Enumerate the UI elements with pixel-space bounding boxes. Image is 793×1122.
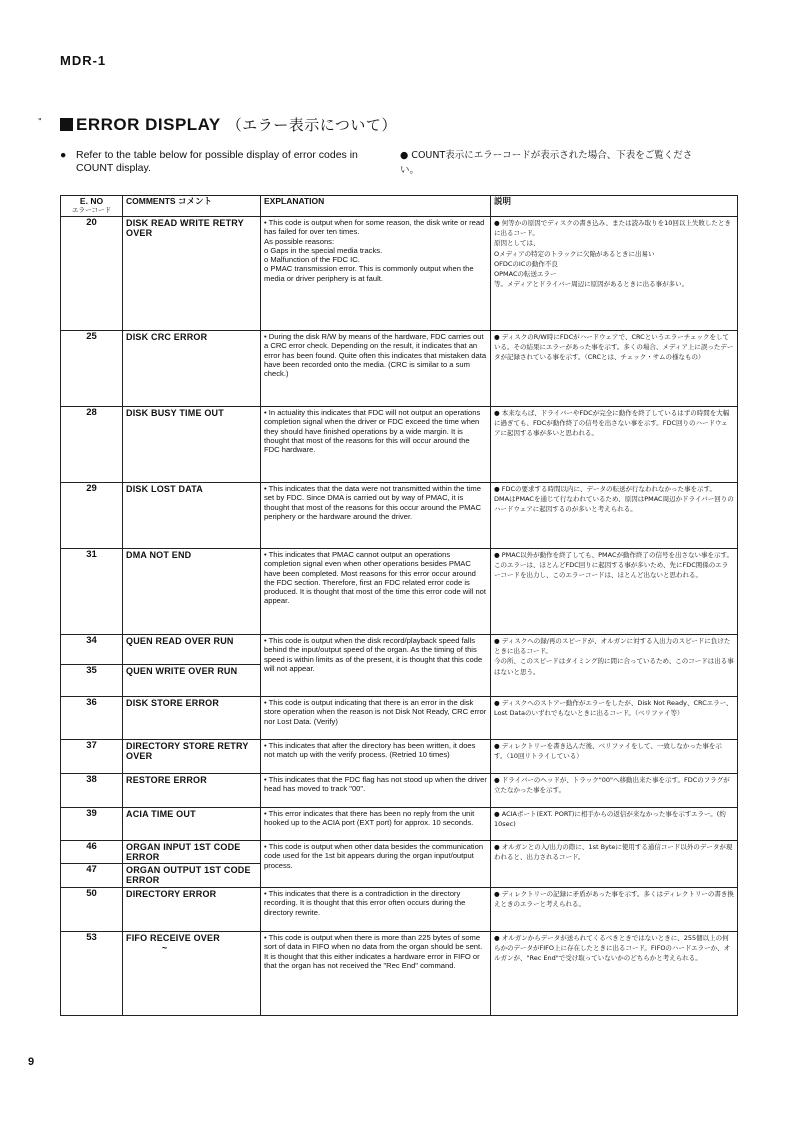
error-code: 35	[61, 665, 123, 697]
error-code: 34	[61, 635, 123, 665]
tilde-mark: ~	[162, 943, 168, 953]
heading-title: ERROR DISPLAY	[76, 115, 221, 134]
error-explanation: • In actuality this indicates that FDC will not output an operations completion signal when the driver or FDC exceed the time when they should have finished operations by a wide margin. It is thought that most of the reasons for this will occur around the FDC hardware.	[261, 407, 491, 483]
header-explanation-jp: 説明	[491, 196, 738, 217]
table-row	[61, 888, 738, 932]
error-explanation-jp: ● 本来ならば、ドライバーやFDCが完全に動作を終了しているはずの時間を大幅に過ぎても、FDCが動作終了の信号を出さない事を示す。FDC回りのハードウェアに起因する事が多いと思われる。	[491, 407, 738, 483]
error-code: 28	[61, 407, 123, 483]
error-comment	[123, 932, 261, 1016]
error-comment: QUEN READ OVER RUN	[123, 635, 261, 665]
error-explanation-jp: ● ディレクトリーを書き込んだ後、ベリファイをして、一致しなかった事を示す。（10回リトライしている）	[491, 740, 738, 774]
error-code: 39	[61, 808, 123, 841]
error-explanation-jp: ● ACIAポート(EXT. PORT)に相手からの返信が来なかった事を示すエラー。(約10sec)	[491, 808, 738, 841]
table-row	[61, 841, 738, 864]
error-explanation: • This code is output when the disk record/playback speed falls behind the input/output speed of the organ. As the timing of this speed is within limits as of the present, it is thought that this code will not appear.	[261, 635, 491, 697]
error-explanation: • This indicates that after the directory has been written, it does not match up with the verify process. (Retried 10 times)	[261, 740, 491, 774]
table-row	[61, 740, 738, 774]
error-explanation: • During the disk R/W by means of the hardware, FDC carries out a CRC error check. Depending on the result, it indicates that an error has been found. Quite often this indicates that mistaken data have been recorded onto the media. (CRC is similar to a sum check.)	[261, 331, 491, 407]
table-row	[61, 331, 738, 407]
error-explanation-jp: ● オルガンとの入/出力の際に、1st Byteに使用する通信コード以外のデータが現われると、出力されるコード。	[491, 841, 738, 888]
error-code: 37	[61, 740, 123, 774]
error-code: 20	[61, 217, 123, 331]
error-explanation: • This indicates that the FDC flag has not stood up when the driver head has moved to track "00".	[261, 774, 491, 808]
black-square-icon	[60, 118, 73, 131]
error-explanation: • This error indicates that there has been no reply from the unit hooked up to the ACIA port (EXT port) for approx. 10 seconds.	[261, 808, 491, 841]
table-row	[61, 635, 738, 665]
error-code: 50	[61, 888, 123, 932]
table-header-row	[61, 196, 738, 217]
error-explanation: • This code is output when there is more than 225 bytes of some sort of data in FIFO when no data from the organ should be sent. It is thought that this either indicates a hardware error in FIFO or that the organ has not received the "Rec End" command.	[261, 932, 491, 1016]
error-comment: DISK LOST DATA	[123, 483, 261, 549]
error-comment: DISK BUSY TIME OUT	[123, 407, 261, 483]
error-explanation-jp: ● PMAC以外が動作を終了しても、PMACが動作終了の信号を出さない事を示す。 このエラーは、ほとんどFDC回りに起因する事が多いため、先にFDC関係のエラーコードを出力し、このエラーコードは、ほとんど出ないと思われる。	[491, 549, 738, 635]
error-explanation-jp: ● ディスクのR/W時にFDCがハードウェアで、CRCというエラーチェックをしている。その結果にエラーがあった事を示す。多くの場合、メディア上に誤ったデータが記録されている事を示す。（CRCとは、チェック・サムの様なもの）	[491, 331, 738, 407]
page-number: 9	[28, 1056, 35, 1068]
error-comment: DISK STORE ERROR	[123, 697, 261, 740]
error-code: 47	[61, 864, 123, 888]
error-explanation-jp: ● ディスクへのストアー動作がエラーをしたが、Disk Not Ready、CRCエラー、Lost Dataのいずれでもないときに出るコード。（ベリファイ等）	[491, 697, 738, 740]
error-code: 29	[61, 483, 123, 549]
error-explanation: • This code is output indicating that there is an error in the disk store operation when the reason is not Disk Not Ready, CRC error nor Lost Data. (Verify)	[261, 697, 491, 740]
error-explanation: • This indicates that the data were not transmitted within the time set by FDC. Since DMA is carried out by way of PMAC, it is thought that most of the reasons for this occur around the PMAC periphery or the hardware around the driver.	[261, 483, 491, 549]
table-row	[61, 483, 738, 549]
header-explanation: EXPLANATION	[261, 196, 491, 217]
header-code-jp: エラーコード	[72, 207, 111, 214]
error-code: 31	[61, 549, 123, 635]
error-comment: DMA NOT END	[123, 549, 261, 635]
error-explanation: • This indicates that PMAC cannot output an operations completion signal even when other operations besides PMAC have been completed. Most reasons for this error occur around the FDC section. Therefore, first an FDC related error code is produced. It is thought that most of the time this error code will not appear.	[261, 549, 491, 635]
heading-title-jp: （エラー表示について）	[226, 116, 397, 134]
header-comments: COMMENTS コメント	[123, 196, 261, 217]
header-code	[61, 196, 123, 217]
model-name: MDR-1	[60, 53, 107, 68]
intro-english-text: Refer to the table below for possible display of error codes in COUNT display.	[76, 149, 358, 174]
error-comment: DIRECTORY STORE RETRY OVER	[123, 740, 261, 774]
table-row	[61, 932, 738, 1016]
error-comment: QUEN WRITE OVER RUN	[123, 665, 261, 697]
error-explanation-jp: ● オルガンからデータが送られてくるべきときではないときに、255個以上の何らかのデータがFIFO上に存在したときに出るコード。FIFOのハードエラーか、オルガンが、"Rec End"で受け取っていないかのどちらかと考えられる。	[491, 932, 738, 1016]
error-code: 53	[61, 932, 123, 1016]
error-comment: ORGAN OUTPUT 1ST CODE ERROR	[123, 864, 261, 888]
error-explanation-jp: ● 何等かの原因でディスクの書き込み、または読み取りを10回以上失敗したときに出るコード。 原因としては、 Oメディアの特定のトラックに欠陥があるときに出易い OFDCのICの動作不良 OPMACの転送エラー 等。メディアとドライバー周辺に原因があるときに出る事が多い。	[491, 217, 738, 331]
section-heading	[60, 114, 397, 135]
table-row	[61, 808, 738, 841]
error-comment: ORGAN INPUT 1ST CODE ERROR	[123, 841, 261, 864]
error-explanation-jp: ● ドライバーのヘッドが、トラック"00"へ移動出来た事を示す。FDCのフラグが立たなかった事を示す。	[491, 774, 738, 808]
error-comment: ACIA TIME OUT	[123, 808, 261, 841]
error-explanation-jp: ● FDCの要求する時間以内に、データの転送が行なわれなかった事を示す。 DMAはPMACを通じて行なわれているため、原因はPMAC周辺かドライバー回りのハードウェアに起因するのが多いと考えられる。	[491, 483, 738, 549]
table-row	[61, 774, 738, 808]
table-row	[61, 217, 738, 331]
error-explanation: • This indicates that there is a contradiction in the directory recording. It is thought that this error often occurs during the directory rewrite.	[261, 888, 491, 932]
error-comment-text: FIFO RECEIVE OVER	[126, 933, 220, 943]
error-code-table	[60, 195, 738, 1016]
intro-english	[60, 149, 390, 175]
table-row	[61, 407, 738, 483]
error-explanation: • This code is output when other data besides the communication code used for the 1st bit appears during the organ input/output process.	[261, 841, 491, 888]
error-code: 36	[61, 697, 123, 740]
error-explanation: • This code is output when for some reason, the disk write or read has failed for over ten times. As possible reasons: o Gaps in the special media tracks. o Malfunction of the FDC IC. o PMAC transmission error. This is commonly output when the media or driver periphery is at fault.	[261, 217, 491, 331]
bullet-icon: ●	[60, 149, 67, 161]
error-comment: RESTORE ERROR	[123, 774, 261, 808]
intro-japanese: ● COUNT表示にエラーコードが表示された場合、下表をご覧ください。	[400, 150, 693, 176]
error-comment: DISK CRC ERROR	[123, 331, 261, 407]
error-explanation-jp: ● ディレクトリーの記録に矛盾があった事を示す。多くはディレクトリーの書き換えときのエラーと考えられる。	[491, 888, 738, 932]
table-row	[61, 697, 738, 740]
margin-mark: "	[38, 117, 42, 126]
error-comment: DIRECTORY ERROR	[123, 888, 261, 932]
header-code-en: E. NO	[79, 196, 104, 206]
error-comment: DISK READ WRITE RETRY OVER	[123, 217, 261, 331]
error-code: 25	[61, 331, 123, 407]
error-code: 46	[61, 841, 123, 864]
error-explanation-jp: ● ディスクへの録/再のスピードが、オルガンに対する入出力のスピードに負けたときに出るコード。 今の所、このスピードはタイミング的に間に合っているため、このコードは出る事はないと思う。	[491, 635, 738, 697]
error-code: 38	[61, 774, 123, 808]
table-row	[61, 549, 738, 635]
